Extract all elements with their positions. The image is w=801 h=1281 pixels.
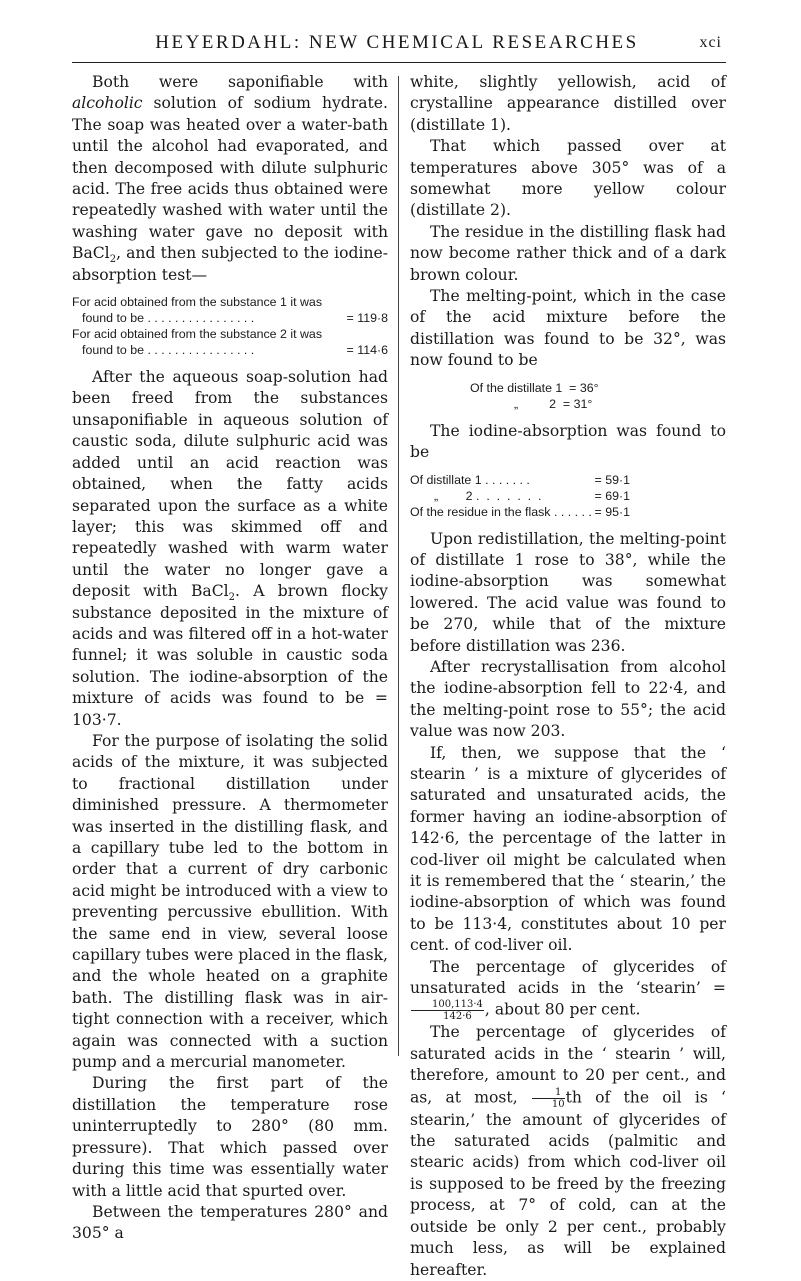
paragraph: Both were saponifiable with alcoholic solution of sodium hydrate. The soap was heated over a water-bath until the alcohol had evaporated, and then decomposed with dilute sulphuric acid. The free acids thus obtained were repeatedly washed with water until the washing water gave no deposit with BaCl$_2$, and then subjected to the iodine-absorption test—	[72, 73, 388, 284]
fraction: $\frac{100,113\cdot 4}{142\cdot 6}$	[411, 999, 484, 1022]
right-column	[410, 72, 726, 1281]
left-column	[72, 72, 388, 1245]
paragraph: The percentage of glycerides of saturated acids in the ‘ stearin ’ will, therefore, amount to 20 per cent., and as, at most, $\frac{1}{10}$ th of the oil is ‘ stearin,’ the amount of glycerides of the saturated acids (palmitic and stearic acids) from which cod-liver oil is supposed to be freed by the freezing process, at 7° of cold, can at the outside be only 2 per cent., probably much less, as will be explained hereafter.	[410, 1023, 726, 1279]
paragraph: Between the temperatures 280° and 305° a	[72, 1202, 388, 1243]
iodine-absorption-table: For acid obtained from the substance 1 it was found to be . . = 119·8 For acid obtained from the substance 2 it was found to be . . = 114·6	[72, 294, 388, 358]
paragraph: After the aqueous soap-solution had been freed from the substances unsaponifiable in aqueous solution of caustic soda, dilute sulphuric acid was added until an acid reaction was obtained, when the fatty acids separated upon the surface as a white layer; this was skimmed off and repeatedly washed with warm water until the water no longer gave a deposit with BaCl$_2$. A brown flocky substance deposited in the mixture of acids and was filtered off in a hot-water funnel; it was soluble in caustic soda solution. The iodine-absorption of the mixture of acids was found to be = 103·7.	[72, 368, 388, 729]
paragraph: That which passed over at temperatures above 305° was of a somewhat more yellow colour (distillate 2).	[410, 137, 726, 220]
melting-point-table: Of the distillate 1 = 36° „ 2 = 31°	[470, 380, 599, 411]
paragraph: The percentage of glycerides of unsaturated acids in the ‘stearin’ = $\frac{100,113\cdot 4}{142\cdot 6}$ , about 80 per cent.	[410, 957, 726, 1023]
paragraph: If, then, we suppose that the ‘ stearin ’ is a mixture of glycerides of saturated and unsaturated acids, the former having an iodine-absorption of 142·6, the percentage of the latter in cod-liver oil might be calculated when it is remembered that the ‘ stearin,’ the iodine-absorption of which was found to be 113·4, constitutes about 10 per cent. of cod-liver oil.	[410, 743, 726, 955]
paragraph: white, slightly yellowish, acid of crystalline appearance distilled over (distillate 1).	[410, 73, 726, 134]
distillate-iodine-table: Of distillate 1 . . = 59·1 „ 2 . . = 69·1 Of the residue in the flask . . = 95·1	[410, 472, 630, 520]
header-rule	[72, 62, 726, 63]
page-number: xci	[699, 34, 722, 51]
paragraph: The iodine-absorption was found to be	[410, 421, 726, 462]
page-header	[72, 32, 722, 62]
running-title: HEYERDAHL: NEW CHEMICAL RESEARCHES	[155, 32, 639, 53]
paragraph: After recrystallisation from alcohol the iodine-absorption fell to 22·4, and the melting-point rose to 55°; the acid value was now 203.	[410, 657, 726, 741]
column-divider	[398, 76, 399, 1056]
paragraph: During the first part of the distillation the temperature rose uninterruptedly to 280° (80 mm. pressure). That which passed over during this time was essentially water with a little acid that spurted over.	[72, 1074, 388, 1200]
paragraph: For the purpose of isolating the solid acids of the mixture, it was subjected to fractional distillation under diminished pressure. A thermometer was inserted in the distilling flask, and a capillary tube led to the bottom in order that a current of dry carbonic acid might be introduced with a view to preventing percussive ebullition. With the same end in view, several loose capillary tubes were placed in the flask, and the whole heated on a graphite bath. The distilling flask was in air-tight connection with a receiver, which again was connected with a suction pump and a mercurial manometer.	[72, 731, 388, 1072]
paragraph: Upon redistillation, the melting-point of distillate 1 rose to 38°, while the iodine-absorption was somewhat lowered. The acid value was found to be 270, while that of the mixture before distillation was 236.	[410, 529, 726, 655]
paragraph: The melting-point, which in the case of the acid mixture before the distillation was found to be 32°, was now found to be	[410, 287, 726, 370]
paragraph: The residue in the distilling flask had now become rather thick and of a dark brown colour.	[410, 222, 726, 284]
fraction: $\frac{1}{10}$	[532, 1087, 565, 1110]
